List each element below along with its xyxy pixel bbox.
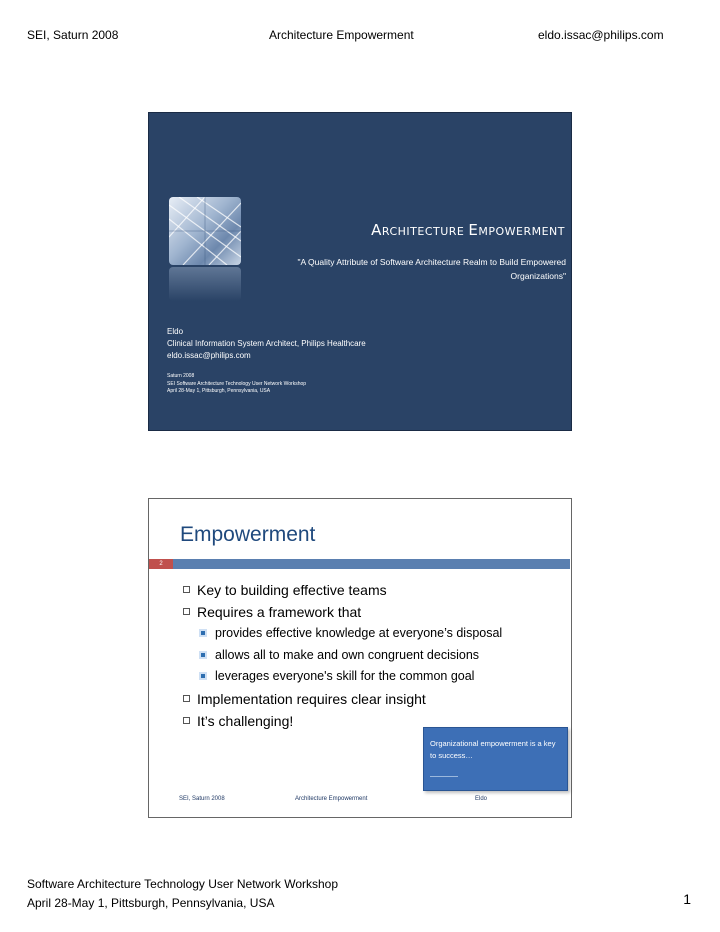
slide-footer-center: Architecture Empowerment (295, 796, 368, 802)
slide-number: 2 (149, 559, 173, 569)
header-right: eldo.issac@philips.com (538, 28, 664, 42)
footer-line-2: April 28-May 1, Pittsburgh, Pennsylvania, USA (27, 896, 275, 910)
header-center: Architecture Empowerment (269, 28, 414, 42)
sub-bullet-item: leverages everyone's skill for the common goal (183, 666, 502, 688)
event-name: Saturn 2008 (167, 373, 195, 379)
slide-title: Empowerment (180, 523, 316, 546)
bullet-item: Requires a framework that (183, 601, 502, 623)
sub-bullet-item: provides effective knowledge at everyone’s disposal (183, 623, 502, 645)
content-slide (148, 498, 572, 818)
photo-reflection (169, 267, 241, 301)
architecture-photo (169, 197, 241, 265)
title-initial-a: A (371, 221, 382, 239)
title-word-architecture: RCHITECTURE (381, 225, 469, 238)
header-left: SEI, Saturn 2008 (27, 28, 119, 42)
author-block (167, 326, 366, 362)
title-slide (148, 112, 572, 431)
slide-subtitle: "A Quality Attribute of Software Architecture Realm to Build Empowered Organizations" (297, 257, 566, 281)
slide-footer-left: SEI, Saturn 2008 (179, 796, 225, 802)
slide-title (371, 221, 565, 239)
slide-footer-right: Eldo (475, 796, 488, 802)
author-email: eldo.issac@philips.com (167, 351, 251, 360)
bullet-item: Implementation requires clear insight (183, 688, 502, 710)
author-role: Clinical Information System Architect, Philips Healthcare (167, 339, 366, 348)
bullet-item: It’s challenging! (183, 710, 502, 732)
author-name: Eldo (167, 327, 184, 336)
event-workshop: SEI Software Architecture Technology User Network Workshop (167, 380, 307, 387)
bullet-item: Key to building effective teams (183, 579, 502, 601)
page-number: 1 (683, 891, 691, 907)
event-block (167, 373, 306, 396)
title-initial-e: E (468, 221, 479, 239)
callout-divider (430, 776, 458, 777)
title-divider-bar (151, 559, 570, 569)
callout-text: Organizational empowerment is a key to success… (430, 739, 556, 760)
footer-line-1: Software Architecture Technology User Network Workshop (27, 877, 339, 891)
bullet-list (183, 579, 502, 732)
title-word-empowerment: MPOWERMENT (478, 225, 565, 238)
callout-box (423, 727, 568, 791)
event-dates: April 28-May 1, Pittsburgh, Pennsylvania, USA (167, 388, 271, 394)
sub-bullet-item: allows all to make and own congruent decisions (183, 645, 502, 667)
